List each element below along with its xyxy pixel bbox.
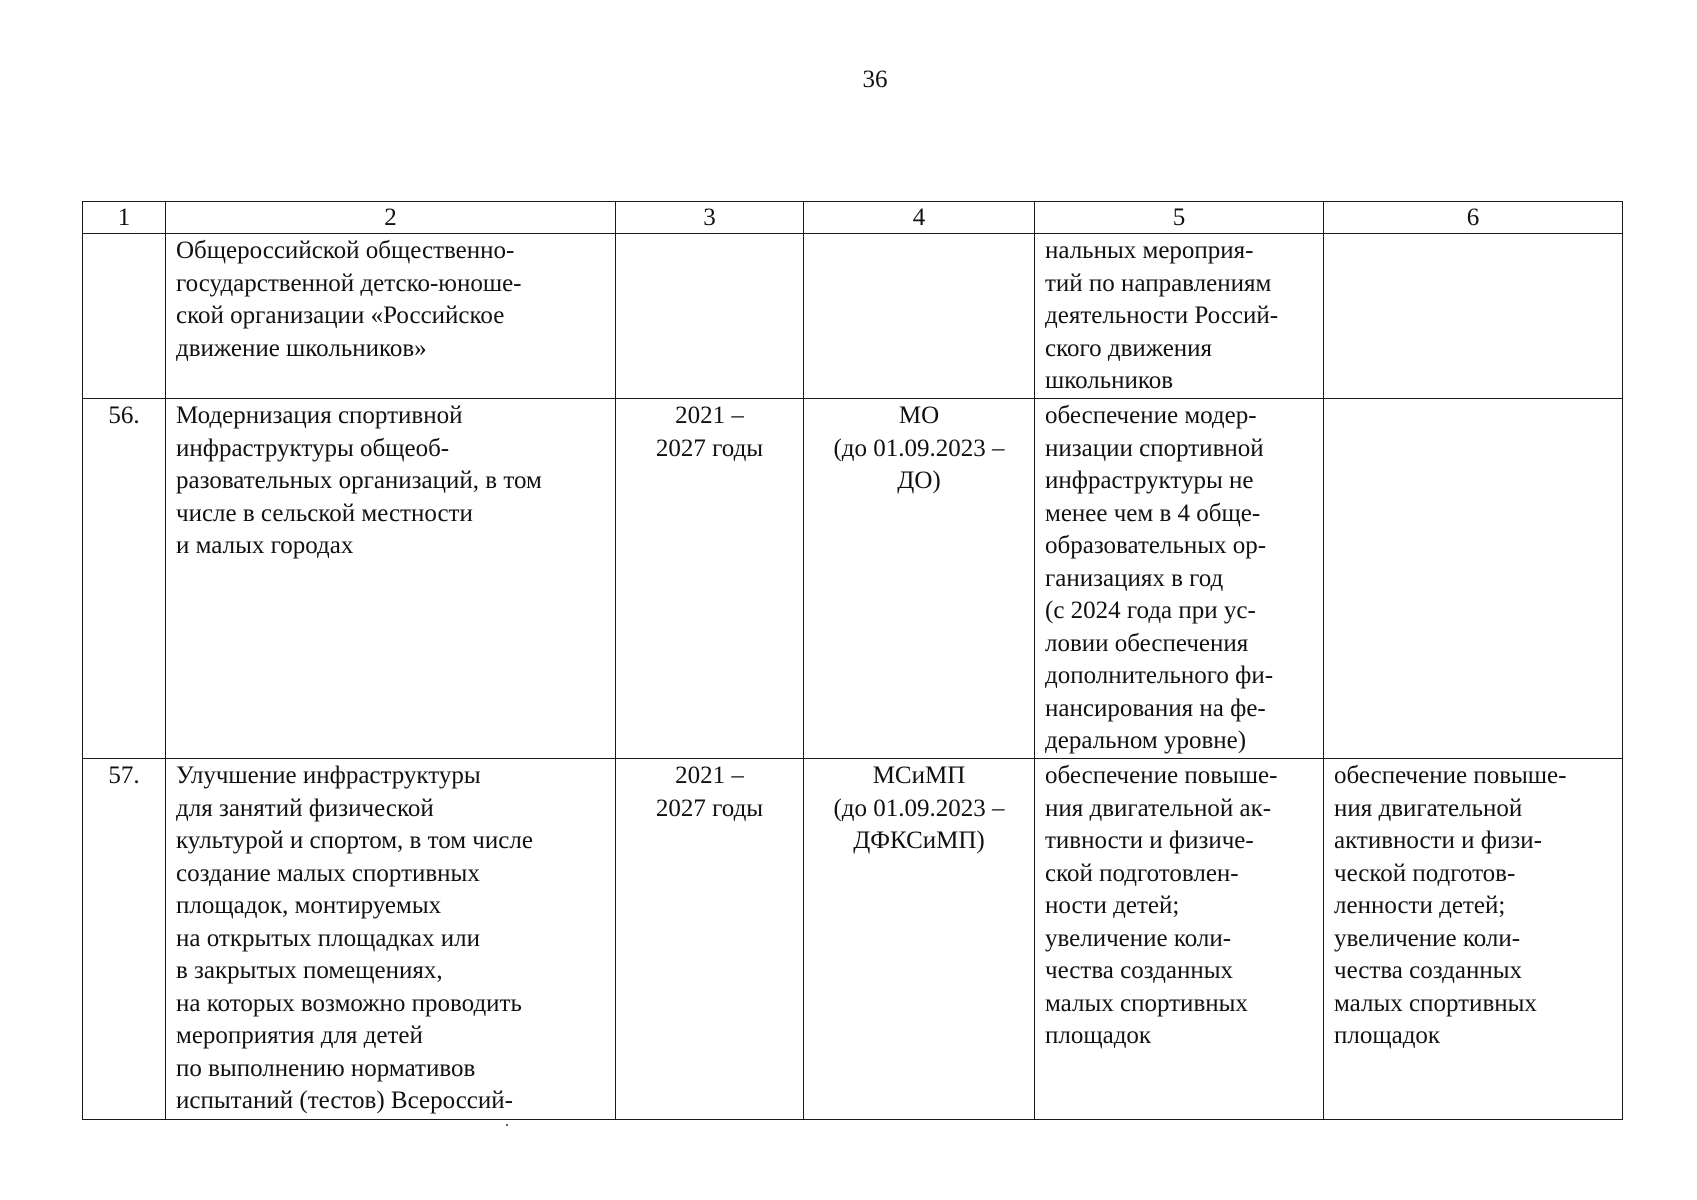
measure-text: Общероссийской общественно- государственной детско-юноше- ской организации «Российское движение школьников» — [176, 237, 522, 362]
measure-cell — [166, 759, 616, 1120]
result-cell — [1035, 234, 1324, 399]
result-text: обеспечение модер- низации спортивной инфраструктуры не менее чем в 4 обще- образовательных ор- ганизациях в год (с 2024 года при ус- ловии обеспечения дополнительного фи- нансирования на фе- деральном уровне) — [1045, 402, 1274, 754]
indicator-cell — [1324, 399, 1623, 759]
indicator-cell — [1324, 759, 1623, 1120]
result-text: нальных мероприя- тий по направлениям деятельности Россий- ского движения школьников — [1045, 237, 1279, 394]
responsible-cell — [804, 399, 1035, 759]
measure-cell — [166, 399, 616, 759]
column-header-2: 2 — [166, 202, 616, 234]
indicator-cell — [1324, 234, 1623, 399]
column-header-1: 1 — [83, 202, 166, 234]
result-cell — [1035, 759, 1324, 1120]
table-row-56 — [83, 399, 1623, 759]
period-cell — [616, 759, 804, 1120]
responsible-text: МСиМП (до 01.09.2023 – ДФКСиМП) — [833, 762, 1005, 854]
period-text: 2021 – 2027 годы — [655, 402, 764, 462]
responsible-text: МО (до 01.09.2023 – ДО) — [833, 402, 1005, 494]
table-row-57 — [83, 759, 1623, 1120]
measure-text: Улучшение инфраструктуры для занятий физической культурой и спортом, в том числе создание малых спортивных площадок, монтируемых на открытых площадках или в закрытых помещениях, на которых возможно проводить мероприятия для детей по выполнению нормативов испытаний (тестов) Всероссий- — [176, 762, 533, 1114]
period-text: 2021 – 2027 годы — [655, 762, 764, 822]
table-row-continuation — [83, 234, 1623, 399]
period-cell — [616, 399, 804, 759]
responsible-cell — [804, 759, 1035, 1120]
table-header-row — [83, 202, 1623, 234]
responsible-cell — [804, 234, 1035, 399]
measure-cell — [166, 234, 616, 399]
row-number: 57. — [108, 762, 140, 789]
scan-speck — [506, 1124, 508, 1126]
row-number: 56. — [108, 402, 140, 429]
result-text: обеспечение повыше- ния двигательной ак- тивности и физиче- ской подготовлен- ности детей; увеличение коли- чества созданных малых спортивных площадок — [1045, 762, 1278, 1049]
indicator-text: обеспечение повыше- ния двигательной активности и физи- ческой подготов- ленности детей; увеличение коли- чества созданных малых спортивных площадок — [1334, 762, 1567, 1049]
row-number-cell — [83, 234, 166, 399]
page-number: 36 — [862, 66, 888, 93]
measure-text: Модернизация спортивной инфраструктуры общеоб- разовательных организаций, в том числе в сельской местности и малых городах — [176, 402, 542, 559]
row-number-cell — [83, 399, 166, 759]
measures-table — [82, 201, 1623, 1120]
column-header-3: 3 — [616, 202, 804, 234]
period-cell — [616, 234, 804, 399]
row-number-cell — [83, 759, 166, 1120]
column-header-5: 5 — [1035, 202, 1324, 234]
result-cell — [1035, 399, 1324, 759]
column-header-4: 4 — [804, 202, 1035, 234]
column-header-6: 6 — [1324, 202, 1623, 234]
